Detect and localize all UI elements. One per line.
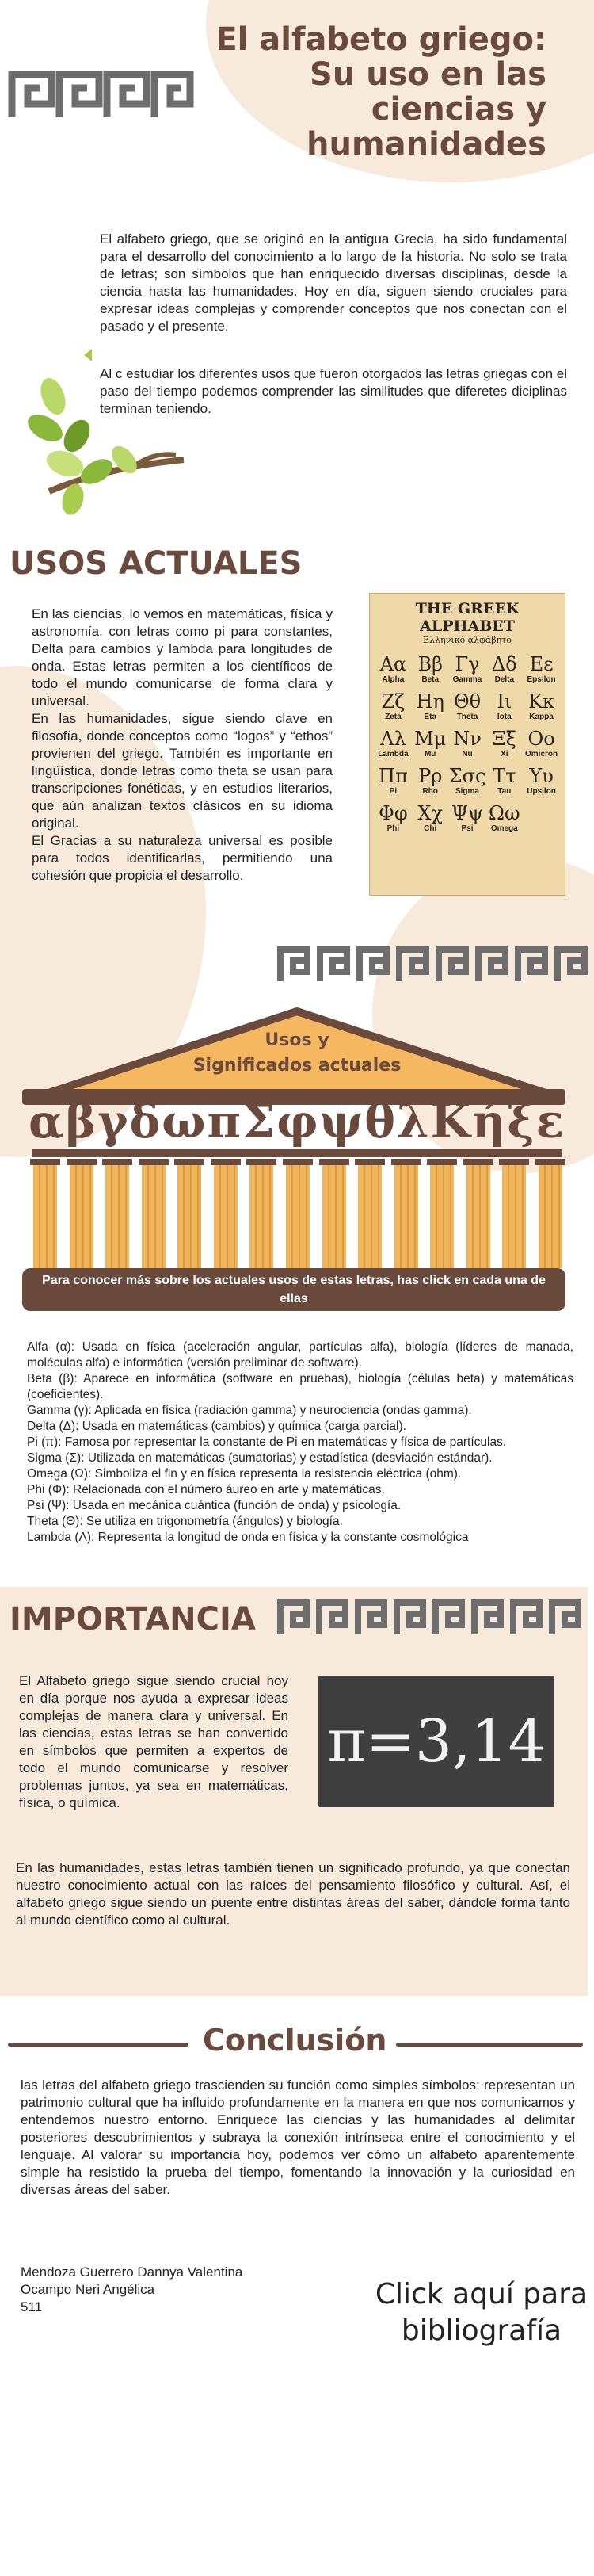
poster-letter-name: Mu [424, 750, 436, 759]
poster-letter-name: Lambda [378, 750, 409, 759]
poster-letter-kappa [523, 690, 560, 721]
temple-letter-14[interactable]: ξ [507, 1095, 535, 1148]
temple-column-capital [211, 1159, 241, 1165]
poster-letter-epsilon [523, 653, 560, 684]
temple-column-capital [283, 1159, 313, 1165]
poster-letter-glyph: Ηη [416, 690, 444, 713]
temple-column-capital [499, 1159, 529, 1165]
conclusion-heading: Conclusión [203, 2023, 387, 2058]
poster-letter-glyph: Κκ [528, 690, 555, 713]
temple-column-capital [535, 1159, 565, 1165]
poster-letter-omicron [523, 728, 560, 759]
importancia-paragraph-2: En las humanidades, estas letras también tienen un significado profundo, ya que conectan nuestro conocimiento actual con las raíces del pensamiento filosófico y cultural. Así, el alfabeto griego sigue siendo un puente entre distintas áreas del saber, dándole forma tanto al mundo científico como al cultural. [16, 1860, 570, 1928]
title-line-4: humanidades [306, 126, 546, 162]
temple-letter-10[interactable]: θ [364, 1095, 395, 1148]
temple-title [178, 1028, 416, 1079]
poster-letter-zeta [375, 690, 412, 721]
poster-letter-rho [412, 765, 449, 796]
poster-letter-glyph: Ψψ [451, 802, 483, 824]
temple-column-capital [174, 1159, 204, 1165]
usos-text: En las ciencias, lo vemos en matemáticas, física y astronomía, con letras como pi para constantes, Delta para cambios y lambda para longitudes de onda. Estas letras permiten a los científicos de todo el mundo comunicarse de forma clara y universal. En las humanidades, sigue siendo clave en filosofía, donde conceptos como “logos” y “ethos” provienen del griego. También es importante en lingüística, donde letras como theta se usan para transcripciones fonéticas, y en estudios literarios, que aún analizan textos clásicos en su idioma original. El Gracias a su naturaleza universal es posible para todos identificarlas, permitiendo una cohesión que propicia el desarrollo. [32, 606, 333, 883]
poster-letter-name: Psi [461, 824, 474, 833]
temple-column [322, 1159, 346, 1268]
title-line-2: Su uso en las [310, 56, 546, 93]
temple-column [430, 1159, 454, 1268]
poster-letter-sigma [449, 765, 486, 796]
poster-letter-glyph: Δδ [491, 653, 517, 675]
meaning-item: Pi (π): Famosa por representar la constante de Pi en matemáticas y física de partículas. [27, 1435, 507, 1449]
page-title [214, 22, 546, 162]
meaning-item: Alfa (α): Usada en física (aceleración angular, partículas alfa), biología (líderes de manada, moléculas alfa) e informática (versión preliminar de software). [27, 1340, 573, 1370]
authors [21, 2264, 306, 2316]
poster-letter-name: Omicron [525, 750, 558, 759]
temple-letter-4[interactable]: δ [129, 1095, 161, 1148]
conclusion-rule-right [396, 2043, 583, 2047]
temple-column-capital [355, 1159, 385, 1165]
poster-letter-glyph: Θθ [453, 690, 482, 713]
poster-title: THE GREEK ALPHABET [415, 600, 520, 635]
temple-column-capital [427, 1159, 457, 1165]
poster-letter-pi [375, 765, 412, 796]
poster-letter-name: Tau [497, 787, 512, 796]
poster-letter-glyph: Ωω [489, 802, 520, 824]
poster-letter-phi [375, 802, 412, 833]
poster-letter-iota [485, 690, 523, 721]
bibliography-line-2: bibliografía [401, 2314, 562, 2347]
poster-letter-glyph: Χχ [417, 802, 444, 824]
meanings-list [27, 1340, 573, 1546]
poster-letter-glyph: Ζζ [381, 690, 406, 713]
temple-letter-5[interactable]: ω [162, 1095, 206, 1148]
temple-column-capital [67, 1159, 97, 1165]
temple-title-line-1: Usos y [265, 1030, 329, 1050]
temple-column-capital [391, 1159, 421, 1165]
chalkboard-pi-text: π=3,14 [327, 1707, 546, 1775]
poster-letter-glyph: Ττ [493, 765, 516, 787]
temple-beam-mid [32, 1149, 562, 1157]
poster-letter-psi [449, 802, 486, 833]
poster-letter-gamma [449, 653, 486, 684]
poster-letter-chi [412, 802, 449, 833]
temple-letter-12[interactable]: Κ [430, 1095, 471, 1148]
conclusion-text: las letras del alfabeto griego trascienden su función como simples símbolos; representan un patrimonio cultural que ha influido profundamente en la manera en que nos comunicamos y entendemos nuestro entorno. Enriquece las ciencias y las humanidades al delimitar posteriores descubrimientos y subraya la conexión intrínseca entre el conocimiento y el lenguaje. Al valorar su importancia hoy, podemos ver cómo un alfabeto aparentemente simple ha resistido la prueba del tiempo, fomentando la innovación y la curiosidad en diversas áreas del saber. [21, 2077, 575, 2197]
meaning-item: Lambda (Λ): Representa la longitud de onda en física y la constante cosmológica [27, 1531, 469, 1544]
poster-letter-name: Xi [501, 750, 508, 759]
meaning-item: Sigma (Σ): Utilizada en matemáticas (sumatorias) y estadística (desviación estándar). [27, 1451, 493, 1465]
importancia-heading: IMPORTANCIA [10, 1601, 256, 1638]
temple-column [105, 1159, 129, 1268]
poster-letter-name: Chi [424, 824, 437, 833]
conclusion-rule-left [8, 2043, 188, 2047]
poster-letter-glyph: Εε [529, 653, 554, 675]
temple-column-capital [139, 1159, 169, 1165]
temple-column [502, 1159, 526, 1268]
temple-letter-6[interactable]: π [207, 1095, 241, 1148]
poster-letter-glyph: Υυ [529, 765, 554, 787]
poster-letter-beta [412, 653, 449, 684]
poster-letter-mu [412, 728, 449, 759]
poster-letter-name: Omega [490, 824, 518, 833]
greek-key-border-right [277, 945, 594, 984]
temple-column [177, 1159, 201, 1268]
temple-letter-row [29, 1095, 564, 1151]
poster-letter-glyph: Ββ [417, 653, 443, 675]
poster-letter-name: Nu [462, 750, 473, 759]
intro-paragraph-1: El alfabeto griego, que se originó en la antigua Grecia, ha sido fundamental para el desarrollo del conocimiento a lo largo de la historia. No solo se trata de letras; son símbolos que han enriquecido diversas disciplinas, desde la ciencia hasta las humanidades. Hoy en día, siguen siendo cruciales para expresar ideas complejas y comprender conceptos que nos conectan con el pasado y el presente. [100, 231, 567, 334]
poster-letter-theta [449, 690, 486, 721]
temple-column-capital [463, 1159, 493, 1165]
bibliography-line-1: Click aquí para [375, 2278, 588, 2310]
green-bullet-icon [84, 349, 92, 361]
greek-key-border-importancia [277, 1598, 588, 1638]
poster-letter-name: Sigma [455, 787, 479, 796]
poster-letter-glyph: Ξξ [492, 728, 516, 750]
poster-letter-name: Alpha [382, 675, 405, 684]
temple-letter-8[interactable]: φ [276, 1095, 318, 1148]
temple-letter-2[interactable]: β [65, 1095, 97, 1148]
meaning-item: Psi (Ψ): Usada en mecánica cuántica (función de onda) y psicología. [27, 1499, 402, 1512]
temple-column [70, 1159, 93, 1268]
meaning-item: Beta (β): Aparece en informática (software en pruebas), biología (células beta) y matemáticas (coeficientes). [27, 1372, 573, 1401]
meaning-item: Delta (Δ): Usada en matemáticas (cambios) y química (carga parcial). [27, 1420, 406, 1433]
intro-paragraph-2: Al c estudiar los diferentes usos que fueron otorgados las letras griegas con el paso del tiempo podemos comprender las similitudes que diferetes diciplinas terminan teniendo. [100, 366, 567, 416]
poster-letter-name: Gamma [452, 675, 482, 684]
poster-letter-glyph: Ιι [497, 690, 512, 713]
poster-letter-nu [449, 728, 486, 759]
poster-letter-alpha [375, 653, 412, 684]
temple-column [466, 1159, 490, 1268]
usos-heading: USOS ACTUALES [10, 545, 303, 582]
temple-letter-13[interactable]: ή [472, 1095, 506, 1148]
temple-letter-11[interactable]: λ [396, 1095, 429, 1148]
poster-letter-lambda [375, 728, 412, 759]
poster-letter-name: Epsilon [527, 675, 556, 684]
meaning-item: Gamma (γ): Aplicada en física (radiación gamma) y neurociencia (ondas gamma). [27, 1404, 472, 1417]
poster-letter-glyph: Μμ [414, 728, 447, 750]
temple-column [33, 1159, 57, 1268]
poster-letter-glyph: Λλ [380, 728, 406, 750]
meaning-item: Theta (Θ): Se utiliza en trigonometría (ángulos) y biología. [27, 1515, 343, 1528]
poster-letter-name: Iota [497, 713, 512, 721]
chalkboard-image [318, 1676, 554, 1807]
importancia-paragraph-1: El Alfabeto griego sigue siendo crucial hoy en día porque nos ayuda a expresar ideas complejas de manera clara y universal. En las ciencias, estas letras se han convertido en símbolos que permiten a expertos de todo el mundo comunicarse y resolver problemas juntos, ya sea en matemáticas, física, o química. [19, 1673, 288, 1810]
temple-caption[interactable]: Para conocer más sobre los actuales usos de estas letras, has click en cada una de ellas [42, 1274, 546, 1305]
temple-letter-7[interactable]: Σ [242, 1095, 276, 1148]
group-number: 511 [21, 2299, 43, 2314]
poster-letter-glyph: Σσς [448, 765, 486, 787]
temple-column [358, 1159, 382, 1268]
greek-key-border-top [8, 68, 194, 120]
temple-column [214, 1159, 238, 1268]
poster-letter-name: Beta [421, 675, 440, 684]
poster-letter-name: Upsilon [527, 787, 556, 796]
poster-letter-grid [375, 653, 560, 833]
author-2: Ocampo Neri Angélica [21, 2282, 155, 2297]
title-line-3: ciencias y [371, 91, 546, 128]
poster-letter-eta [412, 690, 449, 721]
poster-letter-glyph: Νν [453, 728, 482, 750]
poster-letter-glyph: Οο [527, 728, 555, 750]
poster-letter-delta [485, 653, 523, 684]
temple-column [142, 1159, 166, 1268]
poster-letter-omega [485, 802, 523, 833]
poster-letter-name: Eta [424, 713, 436, 721]
poster-letter-name: Zeta [385, 713, 402, 721]
bibliography-link[interactable] [371, 2276, 592, 2349]
poster-letter-glyph: Ππ [379, 765, 408, 787]
author-1: Mendoza Guerrero Dannya Valentina [21, 2265, 243, 2280]
greek-alphabet-poster [369, 593, 565, 896]
poster-letter-name: Pi [389, 787, 398, 796]
meaning-item: Omega (Ω): Simboliza el fin y en física representa la resistencia eléctrica (ohm). [27, 1467, 462, 1481]
poster-letter-upsilon [523, 765, 560, 796]
poster-letter-name: Kappa [529, 713, 554, 721]
temple-column [249, 1159, 273, 1268]
poster-letter-glyph: Αα [379, 653, 407, 675]
temple-column-capital [102, 1159, 132, 1165]
temple-letter-9[interactable]: ψ [319, 1095, 364, 1148]
poster-letter-glyph: Γγ [455, 653, 480, 675]
poster-letter-xi [485, 728, 523, 759]
poster-letter-name: Rho [422, 787, 438, 796]
poster-letter-name: Theta [456, 713, 478, 721]
temple-title-line-2: Significados actuales [192, 1056, 402, 1076]
meaning-item: Phi (Φ): Relacionada con el número áureo en arte y matemáticas. [27, 1483, 385, 1496]
poster-subtitle: Ελληνικό αλφάβητο [423, 635, 512, 645]
temple-letter-1[interactable]: α [29, 1095, 64, 1148]
poster-letter-tau [485, 765, 523, 796]
poster-letter-glyph: Φφ [379, 802, 408, 824]
poster-letter-name: Phi [386, 824, 400, 833]
temple-columns [33, 1159, 562, 1270]
temple-letter-15[interactable]: ε [535, 1095, 564, 1148]
temple-letter-3[interactable]: γ [97, 1095, 128, 1148]
poster-letter-name: Delta [494, 675, 515, 684]
temple-column-capital [30, 1159, 60, 1165]
temple-column [286, 1159, 310, 1268]
temple-column-capital [319, 1159, 349, 1165]
temple-column [539, 1159, 562, 1268]
temple-column [394, 1159, 418, 1268]
poster-letter-glyph: Ρρ [418, 765, 443, 787]
title-line-1: El alfabeto griego: [215, 21, 546, 58]
temple-column-capital [246, 1159, 276, 1165]
